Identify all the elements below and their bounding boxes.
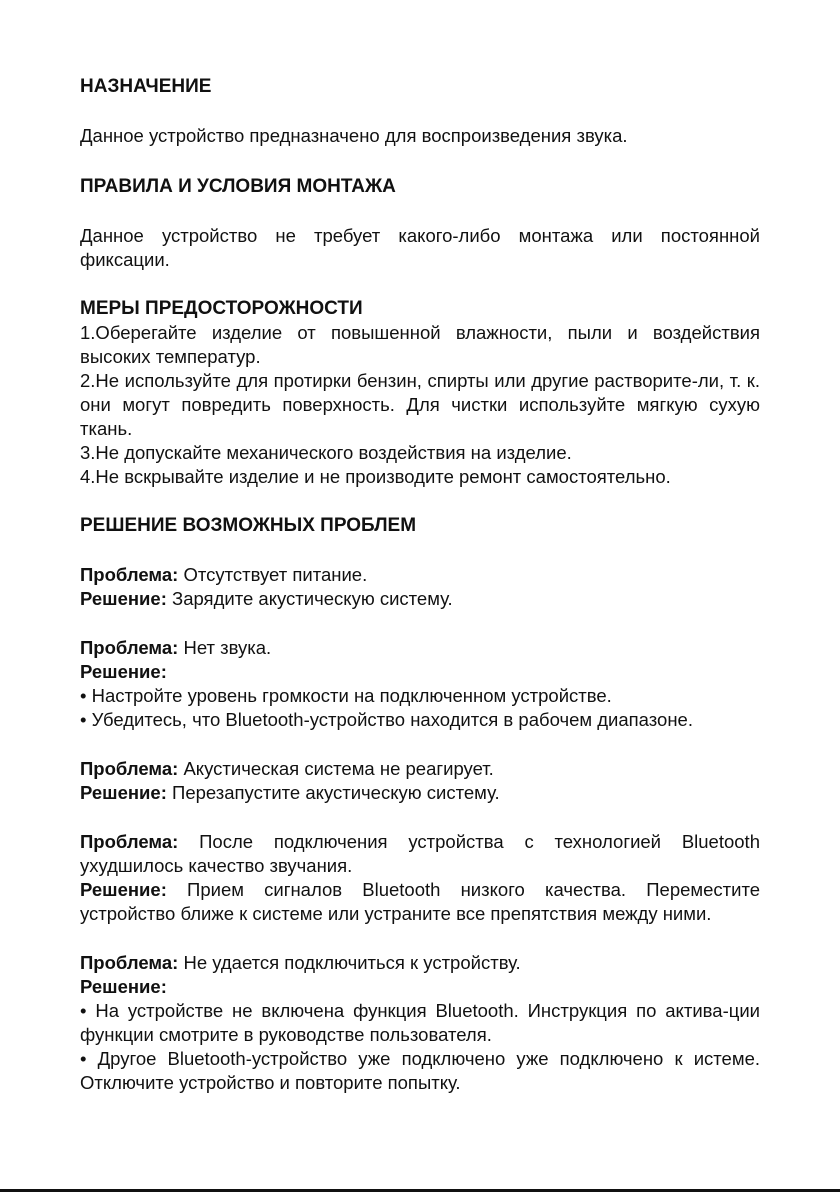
problem-5: [80, 951, 760, 975]
solution-label: Решение:: [80, 588, 167, 609]
problem-4-text: После подключения устройства с технологией Bluetooth ухудшилось качество звучания.: [80, 831, 760, 876]
problem-label: Проблема:: [80, 952, 179, 973]
heading-installation: ПРАВИЛА И УСЛОВИЯ МОНТАЖА: [80, 176, 396, 197]
heading-troubleshooting: РЕШЕНИЕ ВОЗМОЖНЫХ ПРОБЛЕМ: [80, 515, 417, 536]
solution-3: [80, 781, 760, 805]
problem-3: [80, 757, 760, 781]
problem-5-text: Не удается подключиться к устройству.: [183, 952, 521, 973]
problem-3-text: Акустическая система не реагирует.: [183, 758, 494, 779]
solution-1-text: Зарядите акустическую систему.: [172, 588, 453, 609]
precaution-item-3: 3.Не допускайте механического воздействия на изделие.: [80, 442, 572, 463]
solution-5-bullet-2: • Другое Bluetooth-устройство уже подключено уже подключено к истеме. Отключите устройство и повторите попытку.: [80, 1048, 760, 1093]
precaution-item-4: 4.Не вскрывайте изделие и не производите ремонт самостоятельно.: [80, 466, 671, 487]
heading-precautions: МЕРЫ ПРЕДОСТОРОЖНОСТИ: [80, 298, 363, 319]
solution-4: [80, 878, 760, 926]
problem-1-text: Отсутствует питание.: [183, 564, 368, 585]
document-content: [80, 75, 760, 1095]
problem-1: [80, 563, 760, 587]
solution-2-label: Решение:: [80, 661, 167, 682]
purpose-text: Данное устройство предназначено для воспроизведения звука.: [80, 125, 628, 146]
problem-label: Проблема:: [80, 758, 179, 779]
precaution-item-1: 1.Оберегайте изделие от повышенной влажности, пыли и воздействия высоких температур.: [80, 322, 760, 367]
solution-2-bullet-1: • Настройте уровень громкости на подключенном устройстве.: [80, 685, 612, 706]
installation-text: Данное устройство не требует какого-либо монтажа или постоянной фиксации.: [80, 225, 760, 270]
solution-5-bullet-1: • На устройстве не включена функция Bluetooth. Инструкция по актива-ции функции смотрите в руководстве пользователя.: [80, 1000, 760, 1045]
problem-label: Проблема:: [80, 831, 179, 852]
solution-3-text: Перезапустите акустическую систему.: [172, 782, 500, 803]
problem-4: [80, 830, 760, 878]
precaution-item-2: 2.Не используйте для протирки бензин, спирты или другие растворите-ли, т. к. они могут повредить поверхность. Для чистки используйте мягкую сухую ткань.: [80, 370, 760, 439]
problem-2-text: Нет звука.: [183, 637, 272, 658]
solution-label: Решение:: [80, 782, 167, 803]
solution-label: Решение:: [80, 879, 167, 900]
solution-1: [80, 587, 760, 611]
solution-2-bullet-2: • Убедитесь, что Bluetooth-устройство находится в рабочем диапазоне.: [80, 709, 693, 730]
problem-label: Проблема:: [80, 564, 179, 585]
problem-label: Проблема:: [80, 637, 179, 658]
heading-purpose: НАЗНАЧЕНИЕ: [80, 76, 212, 97]
solution-4-text: Прием сигналов Bluetooth низкого качества. Переместите устройство ближе к системе или устраните все препятствия между ними.: [80, 879, 761, 924]
solution-5-label: Решение:: [80, 976, 167, 997]
problem-2: [80, 636, 760, 660]
